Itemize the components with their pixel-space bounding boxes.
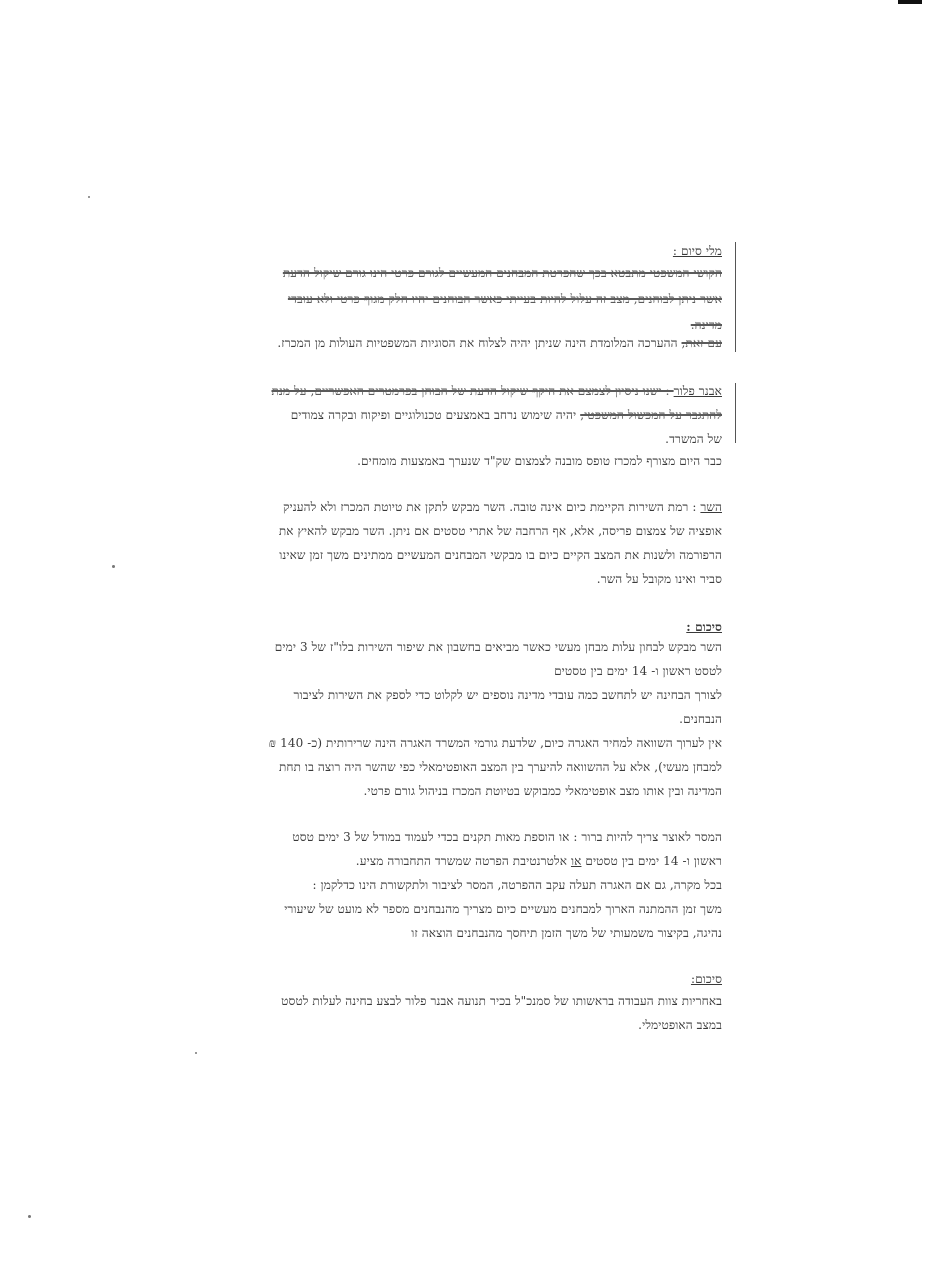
paragraph-line: משך זמן ההמתנה הארוך למבחנים מעשיים כיום מצריך מהנבחנים מספר לא מועט של שיעורי	[284, 902, 722, 916]
paragraph-line	[142, 500, 722, 514]
paragraph-line: השר מבקש לבחון עלות מבחן מעשי כאשר מביאים בחשבון את שיפור השירות בלו"ז של 3 ימים	[274, 640, 722, 654]
paragraph-line: הקושי המשפטי מתבטא בכך שהפרטת המבחנים המעשיים לגורם פרטי הינו גורם שיקול הדעת	[282, 266, 722, 280]
scan-speck	[88, 196, 90, 198]
paragraph-line: למבחן מעשי), אלא על ההשוואה להיערך בין המצב האופטימאלי כפי שהשר היה רוצה בו תחת	[278, 760, 722, 774]
paragraph-line: הנבחנים.	[679, 712, 722, 726]
paragraph-line: המדינה ובין אותו מצב אופטימאלי כמבוקש בטיוטת המכרז בניהול גורם פרטי.	[363, 784, 722, 798]
paragraph-line	[142, 854, 722, 868]
paragraph-line: במצב האופטימלי.	[638, 1018, 722, 1032]
heading-text: סיכום :	[686, 620, 722, 634]
paragraph-line: הרפורמה ולשנות את המצב הקיים כיום בו מבקשי המבחנים המעשיים ממתינים משך זמן שאינו	[279, 548, 722, 562]
text-run: : רמת השירות הקיימת כיום אינה טובה. השר מבקש לתקן את טיוטת המכרז ולא להעניק	[282, 500, 701, 514]
paragraph-line	[142, 384, 722, 398]
paragraph-line: בכל מקרה, גם אם האגרה תעלה עקב ההפרטה, המסר לציבור ולתקשורת הינו כדלקמן :	[312, 878, 722, 892]
struck-text: להתגבר על המכשול המשפטי,	[580, 408, 722, 422]
paragraph-line: אופציה של צמצום פריסה, אלא, אף הרחבה של אתרי טסטים אם ניתן. השר מבקש להאיץ את	[278, 524, 722, 538]
paragraph-line: לטסט ראשון ו- 14 ימים בין טסטים	[554, 664, 722, 678]
section-heading	[142, 620, 722, 634]
text-run: אלטרנטיבת הפרטה שמשרד התחבורה מציע.	[355, 854, 571, 868]
struck-text: : ישנו ניסיון לצמצם את היקף שיקול הדעת של הבוחן בפרמטרים האפשריים, על מנת	[271, 384, 674, 398]
paragraph-line: המסר לאוצר צריך להיות ברור : או הוספת מאות תקנים בכדי לעמוד במודל של 3 ימים טסט	[292, 830, 722, 844]
corner-scan-mark	[898, 0, 922, 4]
paragraph-line: סביר ואינו מקובל על השר.	[596, 572, 722, 586]
paragraph-line: אשר ניתן לבוחנים, מצב זה עלול להיות בעייתי כאשר הבוחנים יהיו חלק מגוף פרטי ולא עובדי	[287, 292, 722, 306]
text-run: ההערכה המלומדת הינה שניתן יהיה לצלוח את הסוגיות המשפטיות העולות מן המכרז.	[277, 336, 682, 350]
text-run: ראשון ו- 14 ימים בין טסטים	[581, 854, 722, 868]
section-heading	[142, 244, 722, 258]
paragraph-line: מדינה.	[690, 318, 722, 332]
heading-text: סיכום:	[690, 972, 722, 986]
scan-speck	[28, 1215, 31, 1218]
heading-text: מלי סיום :	[672, 244, 722, 258]
paragraph-line: לצורך הבחינה יש לתחשב כמה עובדי מדינה נוספים יש לקלוט כדי לספק את השירות לציבור	[293, 688, 722, 702]
margin-change-bar	[735, 383, 736, 443]
paragraph-line: נהיגה, בקיצור משמעותי של משך הזמן תיחסך מהנבחנים הוצאה זו	[411, 926, 722, 940]
struck-text: עם זאת,	[681, 336, 722, 350]
paragraph-line: של המשרד.	[665, 432, 722, 446]
paragraph-line: באחריות צוות העבודה בראשותו של סמנכ"ל בכיר תנועה אבנר פלור לבצע בחינה לעלות לטסט	[281, 994, 722, 1008]
scan-speck	[112, 565, 115, 568]
margin-change-bar	[735, 242, 736, 352]
paragraph-line	[142, 336, 722, 350]
underlined-word: או	[570, 854, 582, 868]
speaker-name: השר	[700, 500, 722, 514]
scan-speck	[195, 1052, 197, 1054]
text-run: יהיה שימוש נרחב באמצעים טכנולוגיים ופיקוח ובקרה צמודים	[290, 408, 581, 422]
paragraph-line: כבר היום מצורף למכרז טופס מובנה לצמצום שק"ד שנערך באמצעות מומחים.	[357, 454, 722, 468]
section-heading	[142, 972, 722, 986]
speaker-name: אבנר פלור	[673, 384, 722, 398]
paragraph-line: אין לערוך השוואה למחיר האגרה כיום, שלדעת גורמי המשרד האגרה הינה שרירותית (כ- 140 ₪	[268, 736, 722, 750]
paragraph-line	[142, 408, 722, 422]
